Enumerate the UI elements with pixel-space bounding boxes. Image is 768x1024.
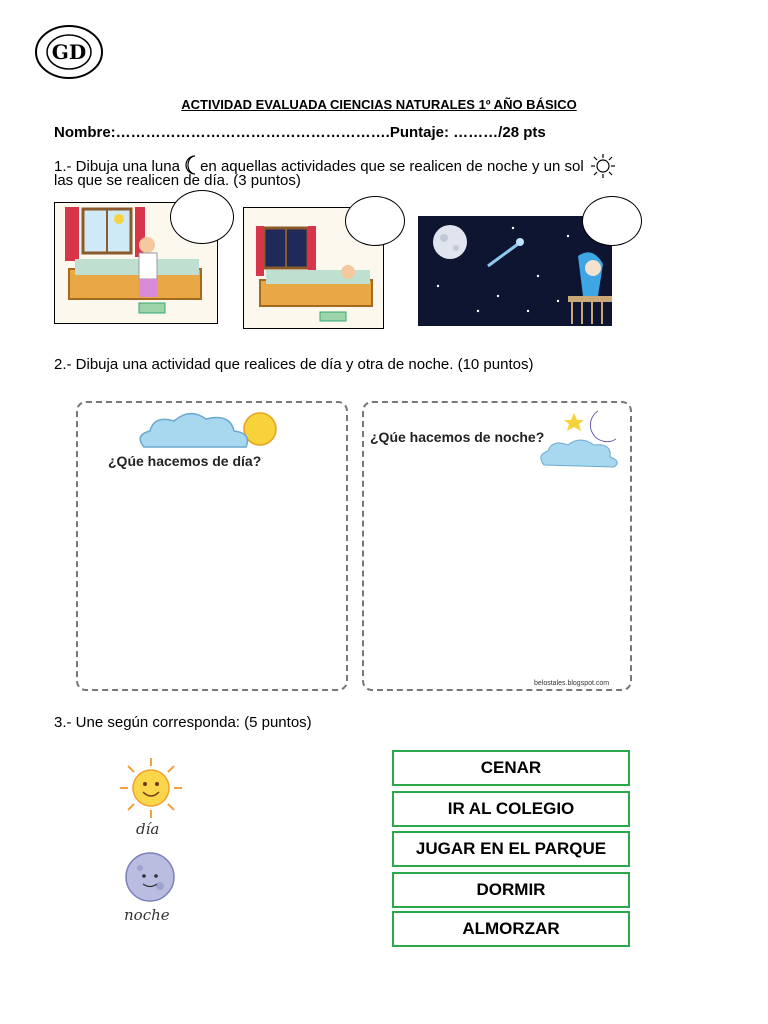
- q1-middle: en aquellas actividades que se realicen de noche y un sol: [200, 158, 584, 175]
- day-heading: ¿Qúe hacemos de día?: [108, 453, 262, 469]
- sun-icon: [588, 153, 618, 183]
- credit-text: belostales.blogspot.com: [534, 680, 610, 687]
- night-heading: ¿Qúe hacemos de noche?: [370, 429, 545, 445]
- answer-circle-1[interactable]: [170, 190, 234, 244]
- night-label: noche: [124, 906, 170, 924]
- answer-circle-3[interactable]: [582, 196, 642, 246]
- day-drawing-box[interactable]: [76, 401, 348, 691]
- day-label: día: [136, 820, 160, 838]
- name-score-line: [54, 124, 546, 141]
- name-dots: ……………………………………………….: [115, 124, 390, 141]
- option-dormir[interactable]: DORMIR: [392, 872, 630, 908]
- option-cenar[interactable]: CENAR: [392, 750, 630, 786]
- option-ir-al-colegio[interactable]: IR AL COLEGIO: [392, 791, 630, 827]
- school-logo: [34, 24, 104, 80]
- option-jugar-en-el-parque[interactable]: JUGAR EN EL PARQUE: [392, 831, 630, 867]
- cloud-sun-icon: [134, 407, 294, 459]
- answer-circle-2[interactable]: [345, 196, 405, 246]
- picture-night-sky: [418, 216, 612, 326]
- score-label: Puntaje: ………/28 pts: [389, 124, 546, 141]
- night-drawing-box[interactable]: [362, 401, 632, 691]
- moon-face-icon: [120, 850, 180, 909]
- cloud-moon-icon: [536, 405, 628, 471]
- sun-face-icon: [112, 756, 190, 825]
- question-1-line-2: las que se realicen de día. (3 puntos): [54, 172, 301, 189]
- name-label: Nombre:: [54, 124, 116, 141]
- q1-prefix: 1.- Dibuja una luna: [54, 158, 180, 175]
- logo-monogram: GD: [51, 40, 87, 64]
- question-3: 3.- Une según corresponda: (5 puntos): [54, 714, 312, 731]
- option-almorzar[interactable]: ALMORZAR: [392, 911, 630, 947]
- worksheet-title: ACTIVIDAD EVALUADA CIENCIAS NATURALES 1º AÑO BÁSICO: [181, 97, 577, 112]
- question-2: 2.- Dibuja una actividad que realices de día y otra de noche. (10 puntos): [54, 356, 534, 373]
